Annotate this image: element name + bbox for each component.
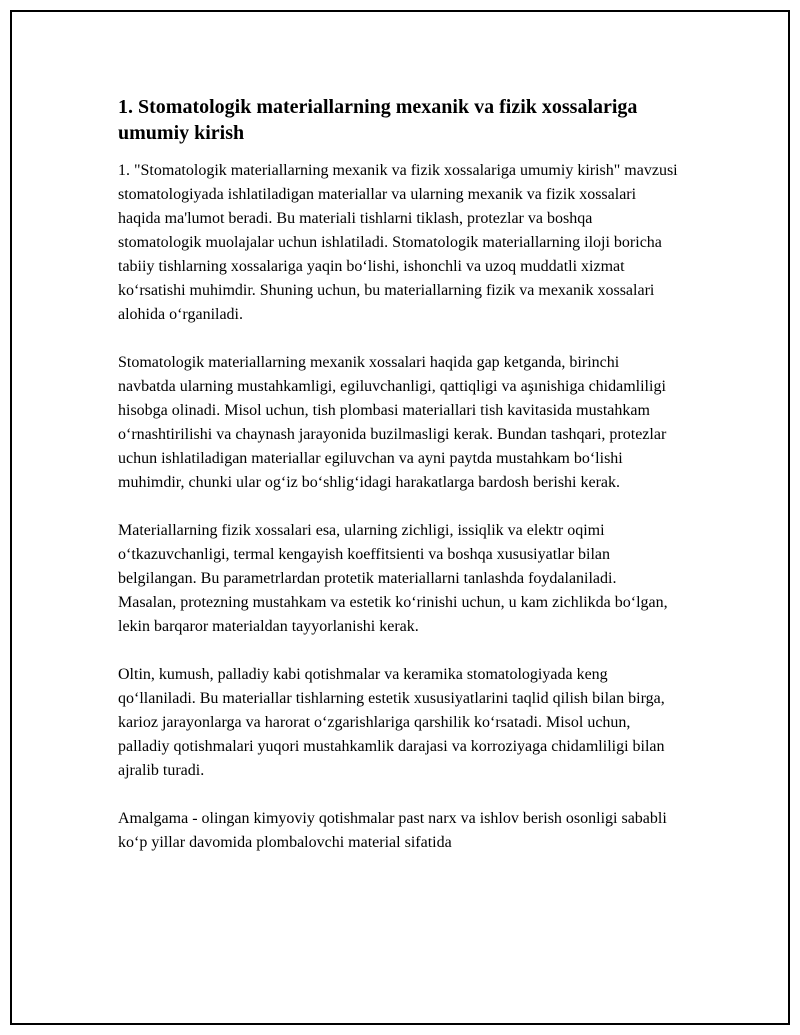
paragraph-physical-properties: Materiallarning fizik xossalari esa, ularning zichligi, issiqlik va elektr oqimi oʻtkazuvchanligi, termal kengayish koeffitsienti va boshqa xususiyatlar bilan belgilangan. Bu parametrlardan protetik materiallarni tanlashda foydalaniladi. Masalan, protezning mustahkam va estetik koʻrinishi uchun, u kam zichlikda boʻlgan, lekin barqaror materialdan tayyorlanishi kerak. <box>118 522 668 635</box>
section-heading: 1. Stomatologik materiallarning mexanik va fizik xossalariga umumiy kirish <box>118 96 638 144</box>
paragraph-mechanical-properties: Stomatologik materiallarning mexanik xossalari haqida gap ketganda, birinchi navbatda ularning mustahkamligi, egiluvchanligi, qattiqligi va aşınishiga chidamliligi hisobga olinadi. Misol uchun, tish plombasi materiallari tish kavitasida mustahkam oʻrnashtirilishi va chaynash jarayonida buzilmasligi kerak. Bundan tashqari, protezlar uchun ishlatiladigan materiallar egiluvchan va ayni paytda mustahkam boʻlishi muhimdir, chunki ular ogʻiz boʻshligʻidagi harakatlarga bardosh berishi kerak. <box>118 354 667 491</box>
paragraph-amalgam: Amalgama - olingan kimyoviy qotishmalar past narx va ishlov berish osonligi sababli koʻp yillar davomida plombalovchi material sifatida <box>118 810 667 851</box>
document-body <box>118 94 678 879</box>
paragraph-alloys-ceramics: Oltin, kumush, palladiy kabi qotishmalar va keramika stomatologiyada keng qoʻllaniladi. Bu materiallar tishlarning estetik xususiyatlarini taqlid qilish bilan birga, karioz jarayonlarga va harorat oʻzgarishlariga qarshilik koʻrsatadi. Misol uchun, palladiy qotishmalari yuqori mustahkamlik darajasi va korroziyaga chidamliligi bilan ajralib turadi. <box>118 666 665 779</box>
paragraph-intro: 1. "Stomatologik materiallarning mexanik va fizik xossalariga umumiy kirish" mavzusi stomatologiyada ishlatiladigan materiallar va ularning mexanik va fizik xossalari haqida ma'lumot beradi. Bu materiali tishlarni tiklash, protezlar va boshqa stomatologik muolajalar uchun ishlatiladi. Stomatologik materiallarning iloji boricha tabiiy tishlarning xossalariga yaqin boʻlishi, ishonchli va uzoq muddatli xizmat koʻrsatishi muhimdir. Shuning uchun, bu materiallarning fizik va mexanik xossalari alohida oʻrganiladi. <box>118 162 678 323</box>
